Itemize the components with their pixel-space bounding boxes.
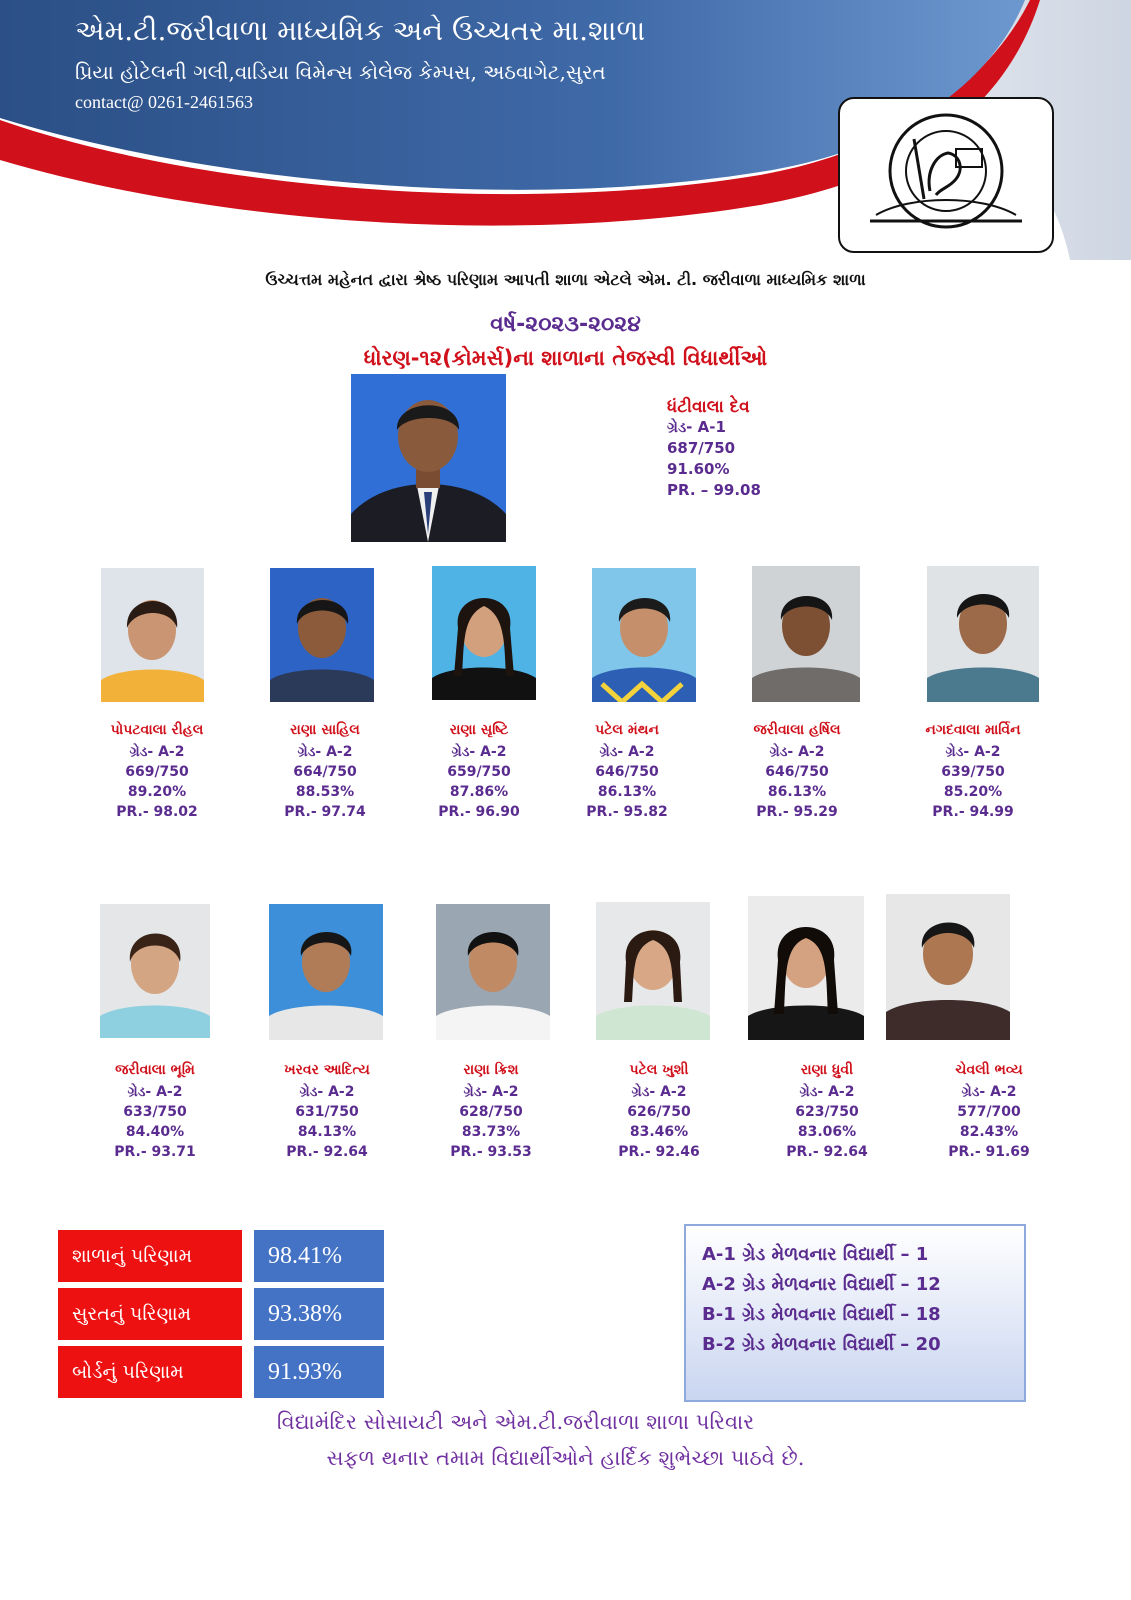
person-portrait-icon: [270, 568, 374, 702]
person-portrait-icon: [101, 568, 204, 702]
student-card: [722, 718, 872, 822]
student-pr: PR.- 92.46: [618, 1144, 700, 1160]
student-percent: 82.43%: [959, 1124, 1019, 1140]
student-photo: [927, 566, 1039, 702]
student-pr: PR.- 93.71: [114, 1144, 196, 1160]
footer-line-2: સફળ થનાર તમામ વિદ્યાર્થીઓને હાર્દિક શુભેચ્છા પાઠવે છે.: [326, 1446, 805, 1470]
student-grade: ગ્રેડ- A-2: [631, 1084, 687, 1100]
person-portrait-icon: [436, 904, 550, 1040]
student-photo: [596, 902, 710, 1040]
student-pr: PR.- 93.53: [450, 1144, 532, 1160]
student-grade: ગ્રેડ- A-2: [961, 1084, 1017, 1100]
school-title: એમ.ટી.જરીવાળા માધ્યમિક અને ઉચ્ચતર મા.શાળા: [75, 14, 646, 47]
student-name: રાણા સૃષ્ટિ: [449, 722, 509, 738]
student-photo: [100, 904, 210, 1038]
student-marks: 626/750: [627, 1104, 691, 1120]
topper-grade: ગ્રેડ- A-1: [667, 418, 726, 436]
student-name: પટેલ ખુશી: [629, 1062, 689, 1078]
student-grade: ગ્રેડ- A-2: [799, 1084, 855, 1100]
footer-line-1: વિદ્યામંદિર સોસાયટી અને એમ.ટી.જરીવાળા શાળા પરિવાર: [276, 1410, 755, 1434]
result-value-board: 91.93%: [254, 1346, 384, 1398]
student-card: [82, 718, 232, 822]
student-card: [252, 1058, 402, 1162]
student-percent: 88.53%: [295, 784, 355, 800]
student-photo: [436, 904, 550, 1040]
student-photo: [101, 568, 204, 702]
student-percent: 83.46%: [629, 1124, 689, 1140]
student-marks: 639/750: [941, 764, 1005, 780]
student-photo: [752, 566, 860, 702]
student-photo: [592, 568, 696, 702]
school-logo: [838, 97, 1054, 253]
person-portrait-icon: [351, 374, 506, 542]
person-portrait-icon: [748, 896, 864, 1040]
student-name: રાણા ક્રિશ: [463, 1062, 519, 1078]
student-card: [404, 718, 554, 822]
school-address: પ્રિયા હોટેલની ગલી,વાડિયા વિમેન્સ કોલેજ કેમ્પસ, અઠવાગેટ,સુરત: [75, 60, 606, 84]
student-pr: PR.- 92.64: [786, 1144, 868, 1160]
student-marks: 659/750: [447, 764, 511, 780]
student-photo: [432, 566, 536, 700]
student-card: [552, 718, 702, 822]
student-name: નગદવાલા માર્વિન: [925, 722, 1021, 738]
grade-summary-a2: A-2 ગ્રેડ મેળવનાર વિદ્યાર્થી – 12: [702, 1274, 941, 1295]
result-value-surat: 93.38%: [254, 1288, 384, 1340]
student-pr: PR.- 94.99: [932, 804, 1014, 820]
topper-name: ધંટીવાલા દેવ: [667, 397, 750, 417]
student-marks: 628/750: [459, 1104, 523, 1120]
academic-year: વર્ષ-૨૦૨૩-૨૦૨૪: [490, 312, 641, 337]
student-pr: PR.- 91.69: [948, 1144, 1030, 1160]
student-percent: 83.73%: [461, 1124, 521, 1140]
student-name: રાણા સાહિલ: [290, 722, 360, 738]
student-grade: ગ્રેડ- A-2: [945, 744, 1001, 760]
topper-marks: 687/750: [667, 439, 736, 457]
student-pr: PR.- 97.74: [284, 804, 366, 820]
student-marks: 633/750: [123, 1104, 187, 1120]
person-portrait-icon: [886, 894, 1010, 1040]
person-portrait-icon: [596, 902, 710, 1040]
student-name: પોપટવાલા રીહલ: [110, 722, 204, 738]
student-card: [80, 1058, 230, 1162]
student-percent: 87.86%: [449, 784, 509, 800]
student-marks: 646/750: [765, 764, 829, 780]
grade-summary-a1: A-1 ગ્રેડ મેળવનાર વિદ્યાર્થી – 1: [702, 1244, 929, 1265]
student-percent: 89.20%: [127, 784, 187, 800]
student-percent: 83.06%: [797, 1124, 857, 1140]
person-portrait-icon: [432, 566, 536, 700]
student-percent: 84.13%: [297, 1124, 357, 1140]
result-label-school: શાળાનું પરિણામ: [58, 1230, 242, 1282]
student-percent: 84.40%: [125, 1124, 185, 1140]
student-card: [898, 718, 1048, 822]
student-marks: 631/750: [295, 1104, 359, 1120]
result-label-surat: સુરતનું પરિણામ: [58, 1288, 242, 1340]
topper-photo: [351, 374, 506, 542]
student-grade: ગ્રેડ- A-2: [299, 1084, 355, 1100]
student-card: [914, 1058, 1064, 1162]
topper-percent: 91.60%: [667, 460, 730, 478]
student-name: જરીવાલા હર્ષિલ: [753, 722, 841, 738]
grade-summary-box: [684, 1224, 1026, 1402]
student-pr: PR.- 95.29: [756, 804, 838, 820]
student-percent: 86.13%: [767, 784, 827, 800]
logo-emblem-icon: [840, 99, 1052, 251]
student-pr: PR.- 98.02: [116, 804, 198, 820]
student-pr: PR.- 96.90: [438, 804, 520, 820]
student-card: [752, 1058, 902, 1162]
student-marks: 669/750: [125, 764, 189, 780]
student-marks: 664/750: [293, 764, 357, 780]
student-photo: [270, 568, 374, 702]
topper-pr: PR. – 99.08: [667, 481, 761, 499]
student-percent: 86.13%: [597, 784, 657, 800]
student-name: પટેલ મંથન: [595, 722, 659, 738]
student-grade: ગ્રેડ- A-2: [451, 744, 507, 760]
person-portrait-icon: [269, 904, 383, 1040]
grade-summary-b2: B-2 ગ્રેડ મેળવનાર વિદ્યાર્થી – 20: [702, 1334, 941, 1355]
student-name: ચેવલી ભવ્ય: [955, 1062, 1023, 1078]
student-card: [416, 1058, 566, 1162]
person-portrait-icon: [927, 566, 1039, 702]
student-card: [584, 1058, 734, 1162]
school-contact: contact@ 0261-2461563: [75, 92, 254, 112]
student-photo: [269, 904, 383, 1040]
student-name: રાણા ધ્રુવી: [800, 1062, 854, 1078]
student-percent: 85.20%: [943, 784, 1003, 800]
result-value-school: 98.41%: [254, 1230, 384, 1282]
student-grade: ગ્રેડ- A-2: [769, 744, 825, 760]
result-label-board: બોર્ડનું પરિણામ: [58, 1346, 242, 1398]
grade-summary-b1: B-1 ગ્રેડ મેળવનાર વિદ્યાર્થી – 18: [702, 1304, 941, 1325]
person-portrait-icon: [100, 904, 210, 1038]
student-photo: [748, 896, 864, 1040]
student-grade: ગ્રેડ- A-2: [297, 744, 353, 760]
student-marks: 577/700: [957, 1104, 1021, 1120]
student-marks: 623/750: [795, 1104, 859, 1120]
student-marks: 646/750: [595, 764, 659, 780]
student-grade: ગ્રેડ- A-2: [599, 744, 655, 760]
student-grade: ગ્રેડ- A-2: [463, 1084, 519, 1100]
student-name: જરીવાલા ભૂમિ: [115, 1062, 195, 1078]
standard-title: ધોરણ-૧૨(કોમર્સ)ના શાળાના તેજસ્વી વિધાર્થીઓ: [363, 346, 768, 370]
student-grade: ગ્રેડ- A-2: [127, 1084, 183, 1100]
student-pr: PR.- 92.64: [286, 1144, 368, 1160]
tagline: ઉચ્ચત્તમ મહેનત દ્વારા શ્રેષ્ઠ પરિણામ આપતી શાળા એટલે એમ. ટી. જરીવાળા માધ્યમિક શાળા: [265, 270, 866, 289]
student-card: [250, 718, 400, 822]
person-portrait-icon: [592, 568, 696, 702]
person-portrait-icon: [752, 566, 860, 702]
student-grade: ગ્રેડ- A-2: [129, 744, 185, 760]
student-photo: [886, 894, 1010, 1040]
student-name: ખરવર આદિત્ય: [284, 1062, 370, 1078]
topper-info: [667, 397, 761, 501]
student-pr: PR.- 95.82: [586, 804, 668, 820]
